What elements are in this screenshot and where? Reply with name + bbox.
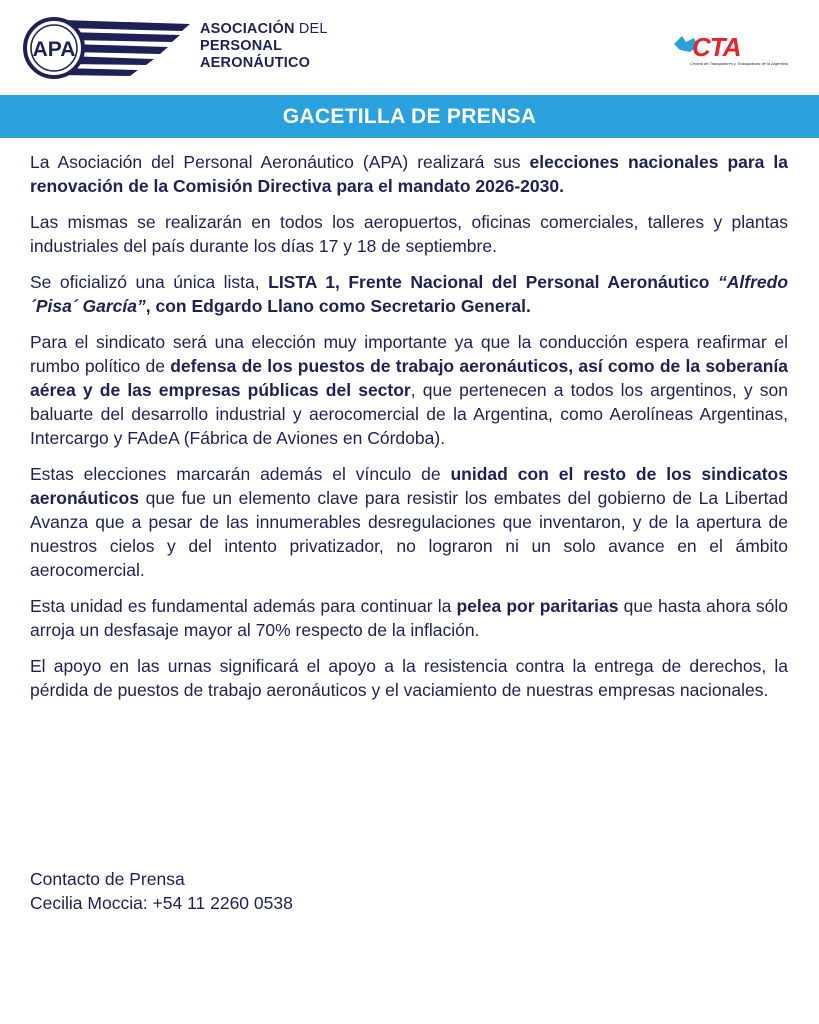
text-run: Estas elecciones marcarán además el vínculo de (30, 464, 451, 484)
text-run: Se oficializó una única lista, (30, 272, 269, 292)
text-run: Edgardo Llano como Secretario General. (191, 296, 531, 316)
paragraph-6 (30, 594, 788, 642)
text-run: pelea por paritarias (456, 596, 619, 616)
text-run: La Asociación del Personal Aeronáutico (APA) realizará sus (30, 152, 530, 172)
text-run: Esta unidad es fundamental además para continuar la (30, 596, 457, 616)
text-run: que fue un elemento clave para resistir los embates del gobierno de La Libertad Avanza que a pesar de las innumerables desregulaciones que inventaron, y de la apertura de nuestros cielos y del intento privatizador, no lograron ni un solo avance en el ámbito aerocomercial. (30, 488, 788, 580)
paragraph-1 (30, 150, 788, 198)
text-run: , con (145, 296, 192, 316)
text-run: El apoyo en las urnas significará el apoyo a la resistencia contra la entrega de derechos, la pérdida de puestos de trabajo aeronáuticos y el vaciamiento de nuestras empresas nacionales. (30, 656, 788, 700)
paragraph-3 (30, 270, 788, 318)
paragraph-7 (30, 654, 788, 702)
org-name-line1-bold: ASOCIACIÓN (200, 21, 295, 37)
contact-line: Cecilia Moccia: +54 11 2260 0538 (30, 893, 293, 913)
org-name-line3: AERONÁUTICO (200, 55, 311, 71)
text-run: , que pertenecen a todos los argentinos, y son baluarte del desarrollo industrial y aerocomercial de la Argentina, como Aerolíneas Argentinas, Intercargo y FAdeA (Fábrica de Aviones en Córdoba). (30, 380, 788, 448)
contact-label: Contacto de Prensa (30, 869, 185, 889)
banner-title: GACETILLA DE PRENSA (282, 104, 537, 128)
text-run: Las mismas se realizarán en todos los aeropuertos, oficinas comerciales, talleres y plantas industriales del país durante los días 17 y 18 de septiembre. (30, 212, 788, 256)
contact-block (30, 867, 293, 915)
organization-name (200, 21, 328, 72)
text-run: que hasta ahora sólo arroja un desfasaje mayor al 70% respecto de la inflación. (30, 596, 788, 640)
text-run: defensa de los puestos de trabajo aeronáuticos, así como de la soberanía aérea y de las empresas públicas del sector (30, 356, 788, 400)
svg-text:CTA: CTA (692, 32, 741, 62)
press-release-body (30, 150, 788, 714)
svg-text:APA: APA (32, 38, 76, 61)
org-name-line1-rest: DEL (294, 21, 328, 37)
header (0, 0, 819, 92)
org-name-line2: PERSONAL (200, 38, 283, 54)
text-run: “Alfredo ´Pisa´ García” (30, 272, 789, 316)
apa-logo (22, 14, 192, 80)
paragraph-5 (30, 462, 788, 582)
cta-caption: Central de Trabajadores y Trabajadoras de la Argentina (690, 61, 789, 66)
text-run: LISTA 1, Frente Nacional del Personal Aeronáutico (268, 272, 719, 292)
title-banner (0, 95, 819, 138)
text-run: elecciones nacionales para la renovación de la Comisión Directiva para el mandato 2026-2030. (30, 152, 788, 196)
paragraph-2 (30, 210, 788, 258)
text-run: Para el sindicato será una elección muy importante ya que la conducción espera reafirmar el rumbo político de (30, 332, 788, 376)
paragraph-4 (30, 330, 788, 450)
text-run: unidad con el resto de los sindicatos aeronáuticos (30, 464, 788, 508)
